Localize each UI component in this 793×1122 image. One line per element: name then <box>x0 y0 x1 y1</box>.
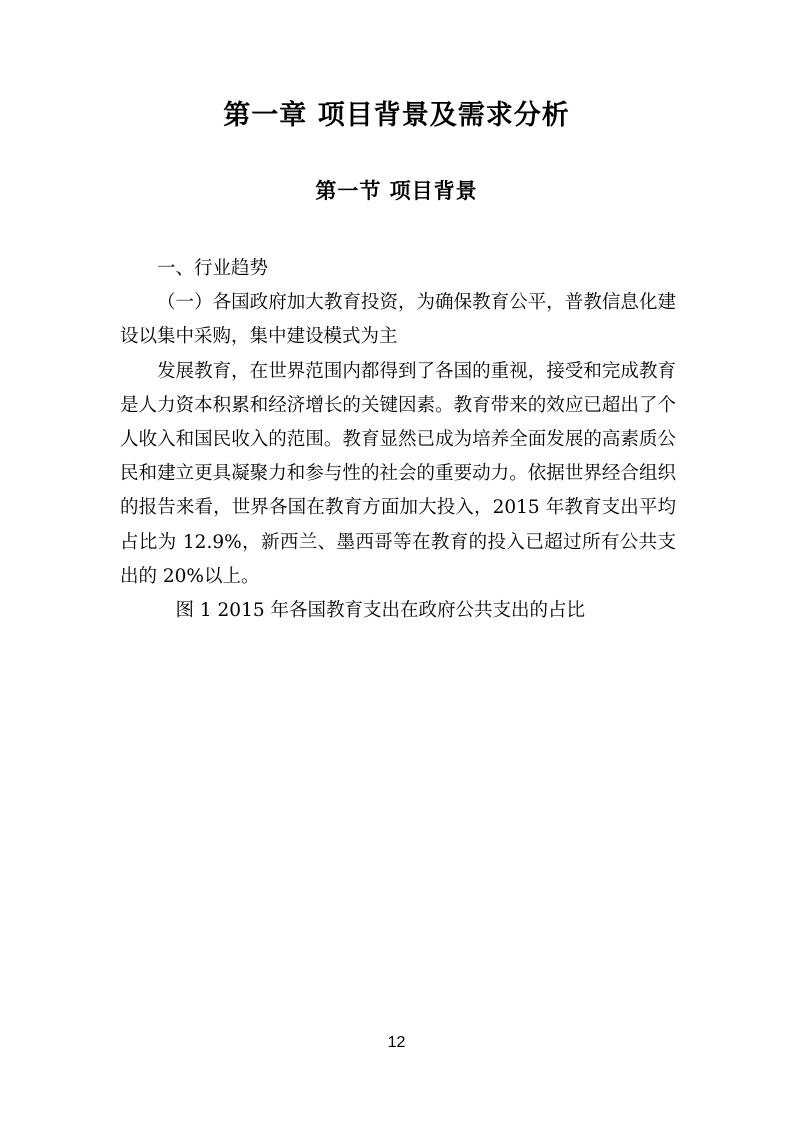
chapter-title: 第一章 项目背景及需求分析 <box>223 100 570 131</box>
figure-caption: 图 1 2015 年各国教育支出在政府公共支出的占比 <box>175 600 585 622</box>
section-title: 第一节 项目背景 <box>315 179 478 203</box>
subheading-government-investment: （一）各国政府加大教育投资，为确保教育公平，普教信息化建设以集中采购，集中建设模式为主 <box>120 292 676 348</box>
heading-industry-trend: 一、行业趋势 <box>157 258 269 279</box>
body-paragraph: 发展教育，在世界范围内都得到了各国的重视，接受和完成教育是人力资本积累和经济增长的关键因素。教育带来的效应已超出了个人收入和国民收入的范围。教育显然已成为培养全面发展的高素质公民和建立更具凝聚力和参与性的社会的重要动力。依据世界经合组织的报告来看，世界各国在教育方面加大投入，2015 年教育支出平均占比为 12.9%，新西兰、墨西哥等在教育的投入已超过所有公共支出的 20%以上。 <box>120 360 676 587</box>
body-text <box>120 252 676 628</box>
page-number: 12 <box>387 1034 406 1051</box>
